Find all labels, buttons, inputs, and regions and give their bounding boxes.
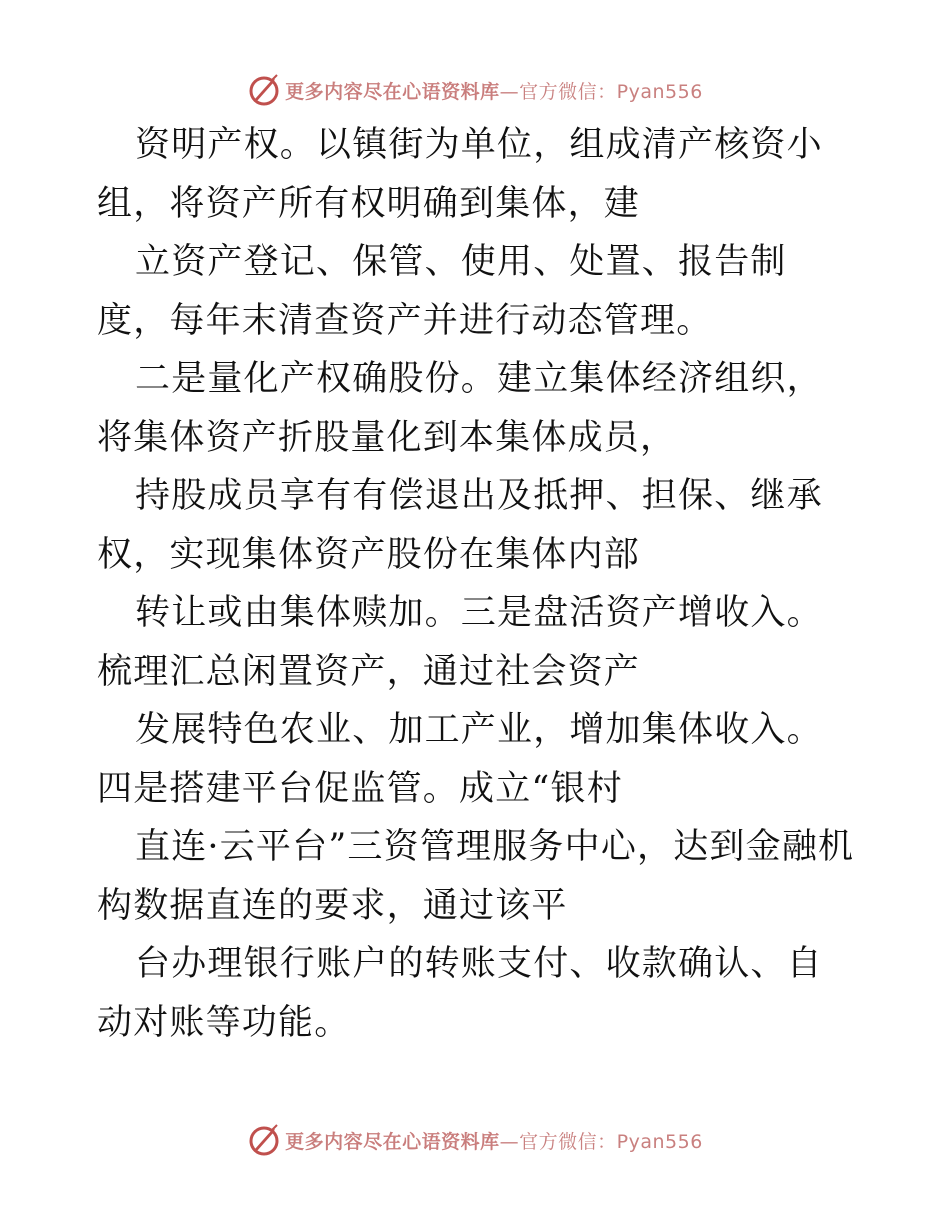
paragraph: 资明产权。以镇街为单位，组成清产核资小组，将资产所有权明确到集体，建 [97,125,823,224]
watermark-separator: — [499,80,520,103]
watermark-separator: — [499,1130,520,1153]
watermark-text [285,1127,703,1154]
watermark-official-text: 官方微信：Pyan556 [519,80,703,103]
watermark-main-text: 更多内容尽在心语资料库 [285,1130,500,1153]
paragraph: 持股成员享有有偿退出及抵押、担保、继承权，实现集体资产股份在集体内部 [97,476,823,575]
paragraph: 台办理银行账户的转账支付、收款确认、自动对账等功能。 [97,944,823,1043]
paragraph: 转让或由集体赎加。三是盘活资产增收入。梳理汇总闲置资产，通过社会资产 [97,593,823,692]
paragraph: 发展特色农业、加工产业，增加集体收入。四是搭建平台促监管。成立“银村 [97,710,823,809]
footer-watermark [0,1120,950,1160]
watermark-official-text: 官方微信：Pyan556 [519,1130,703,1153]
paragraph: 直连·云平台”三资管理服务中心，达到金融机构数据直连的要求，通过该平 [97,827,855,926]
watermark-main-text: 更多内容尽在心语资料库 [285,80,500,103]
quill-pen-logo-icon [247,73,281,107]
document-body [97,116,857,1052]
paragraph: 二是量化产权确股份。建立集体经济组织，将集体资产折股量化到本集体成员， [97,359,823,458]
watermark-text [285,77,703,104]
paragraph: 立资产登记、保管、使用、处置、报告制度，每年末清查资产并进行动态管理。 [97,242,787,341]
header-watermark [0,70,950,110]
quill-pen-logo-icon [247,1123,281,1157]
